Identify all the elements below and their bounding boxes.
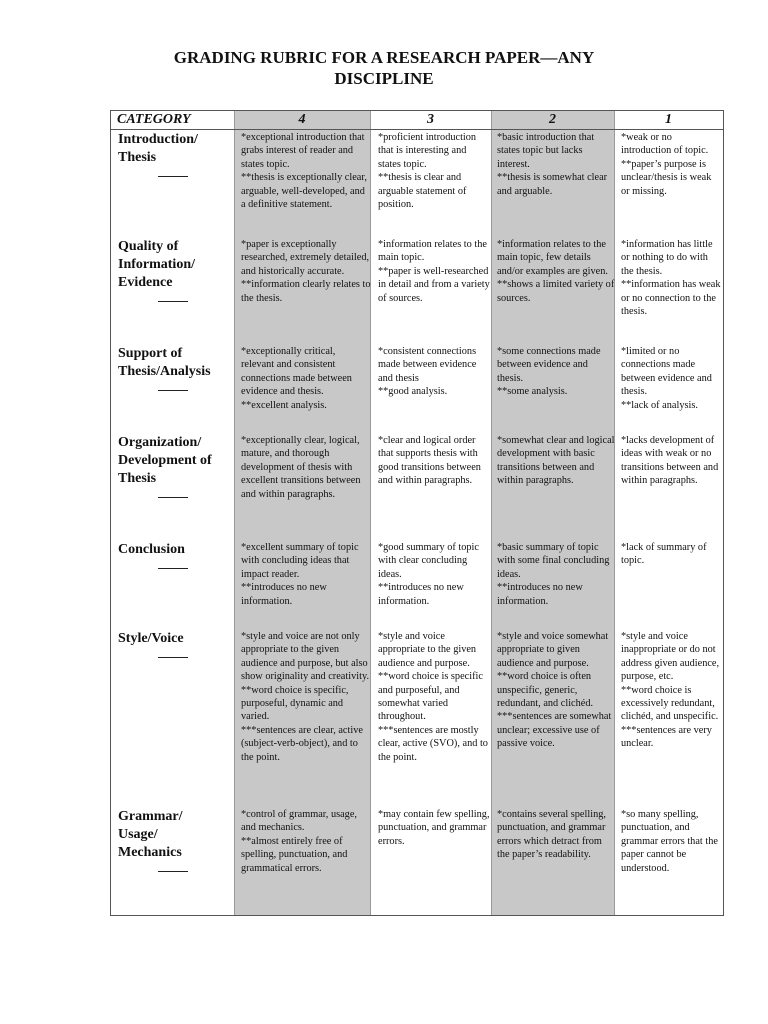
header-score-1: 1 <box>665 112 672 127</box>
page-title <box>150 47 618 89</box>
score-blank <box>158 657 188 658</box>
score-blank <box>158 301 188 302</box>
score-blank <box>158 871 188 872</box>
cell-conclusion-score-4: *excellent summary of topic with concluding ideas that impact reader. **introduces no new information. <box>241 542 359 607</box>
cell-quality-score-4: *paper is exceptionally researched, extremely detailed, and historically accurate. **information clearly relates to the thesis. <box>241 239 371 304</box>
cell-style-score-2: *style and voice somewhat appropriate to given audience and purpose. **word choice is often unspecific, generic, redundant, and clichéd. ***sentences are somewhat unclear; excessive use of passive voice. <box>497 631 612 750</box>
cell-style-score-3: *style and voice appropriate to the given audience and purpose. **word choice is specific and purposeful, and somewhat varied throughout. ***sentences are mostly clear, active (SVO), and to the point. <box>378 631 488 763</box>
category-introduction-thesis: Introduction/ Thesis <box>118 131 236 177</box>
cell-introduction-score-1: *weak or no introduction of topic. **paper’s purpose is unclear/thesis is weak or missing. <box>621 132 712 197</box>
cell-support-score-1: *limited or no connections made between evidence and thesis. **lack of analysis. <box>621 346 712 411</box>
cell-grammar-score-2: *contains several spelling, punctuation, and grammar errors which detract from the paper’s readability. <box>497 809 606 861</box>
score-blank <box>158 390 188 391</box>
column-divider <box>491 111 492 915</box>
column-divider <box>614 111 615 915</box>
cell-conclusion-score-2: *basic summary of topic with some final concluding ideas. **introduces no new information. <box>497 542 610 607</box>
rubric-table <box>110 110 724 916</box>
cell-grammar-score-1: *so many spelling, punctuation, and grammar errors that the paper cannot be understood. <box>621 809 718 874</box>
cell-quality-score-2: *information relates to the main topic, few details and/or examples are given. **shows a limited variety of sources. <box>497 239 615 304</box>
cell-introduction-score-2: *basic introduction that states topic but lacks interest. **thesis is somewhat clear and arguable. <box>497 132 608 197</box>
score-blank <box>158 176 188 177</box>
title-line-2: DISCIPLINE <box>334 69 434 88</box>
category-style-voice: Style/Voice <box>118 630 236 658</box>
column-divider <box>234 111 235 915</box>
header-divider <box>111 129 723 130</box>
category-organization: Organization/ Development of Thesis <box>118 434 236 498</box>
cell-conclusion-score-3: *good summary of topic with clear concluding ideas. **introduces no new information. <box>378 542 479 607</box>
cell-conclusion-score-1: *lack of summary of topic. <box>621 542 707 567</box>
cell-organization-score-3: *clear and logical order that supports thesis with good transitions between and within paragraphs. <box>378 435 481 487</box>
cell-organization-score-1: *lacks development of ideas with weak or no transitions between and within paragraphs. <box>621 435 719 487</box>
cell-quality-score-3: *information relates to the main topic. **paper is well-researched in detail and from a variety of sources. <box>378 239 490 304</box>
cell-style-score-4: *style and voice are not only appropriate to the given audience and purpose, but also show originality and creativity. **word choice is specific, purposeful, dynamic and varied. ***sentences are clear, active (subject-verb-object), and to the point. <box>241 631 370 763</box>
score-2-column <box>491 111 614 915</box>
title-line-1: GRADING RUBRIC FOR A RESEARCH PAPER—ANY <box>173 48 595 67</box>
cell-grammar-score-4: *control of grammar, usage, and mechanics. **almost entirely free of spelling, punctuation, and grammatical errors. <box>241 809 357 874</box>
category-quality-of-information: Quality of Information/ Evidence <box>118 238 236 302</box>
category-support-of-thesis: Support of Thesis/Analysis <box>118 345 236 391</box>
cell-support-score-3: *consistent connections made between evidence and thesis **good analysis. <box>378 346 477 398</box>
score-blank <box>158 497 188 498</box>
cell-style-score-1: *style and voice inappropriate or do not address given audience, purpose, etc. **word choice is excessively redundant, clichéd, and unspecific. ***sentences are very unclear. <box>621 631 720 750</box>
score-blank <box>158 568 188 569</box>
column-divider <box>370 111 371 915</box>
header-score-4: 4 <box>298 112 306 127</box>
cell-organization-score-4: *exceptionally clear, logical, mature, and thorough development of thesis with excellent transitions between and within paragraphs. <box>241 435 361 500</box>
score-4-column <box>234 111 370 915</box>
category-conclusion: Conclusion <box>118 541 236 569</box>
cell-support-score-4: *exceptionally critical, relevant and consistent connections made between evidence and thesis. **excellent analysis. <box>241 346 352 411</box>
header-score-2: 2 <box>549 112 556 127</box>
cell-grammar-score-3: *may contain few spelling, punctuation, and grammar errors. <box>378 809 490 847</box>
cell-introduction-score-4: *exceptional introduction that grabs interest of reader and states topic. **thesis is exceptionally clear, arguable, well-developed, and a definitive statement. <box>241 132 367 211</box>
header-score-3: 3 <box>427 112 434 127</box>
cell-organization-score-2: *somewhat clear and logical development with basic transitions between and within paragraphs. <box>497 435 615 487</box>
cell-introduction-score-3: *proficient introduction that is interesting and states topic. **thesis is clear and arguable statement of position. <box>378 132 477 211</box>
cell-support-score-2: *some connections made between evidence and thesis. **some analysis. <box>497 346 601 398</box>
header-category: CATEGORY <box>117 112 191 127</box>
category-grammar-usage-mechanics: Grammar/ Usage/ Mechanics <box>118 808 236 872</box>
cell-quality-score-1: *information has little or nothing to do with the thesis. **information has weak or no connection to the thesis. <box>621 239 721 318</box>
